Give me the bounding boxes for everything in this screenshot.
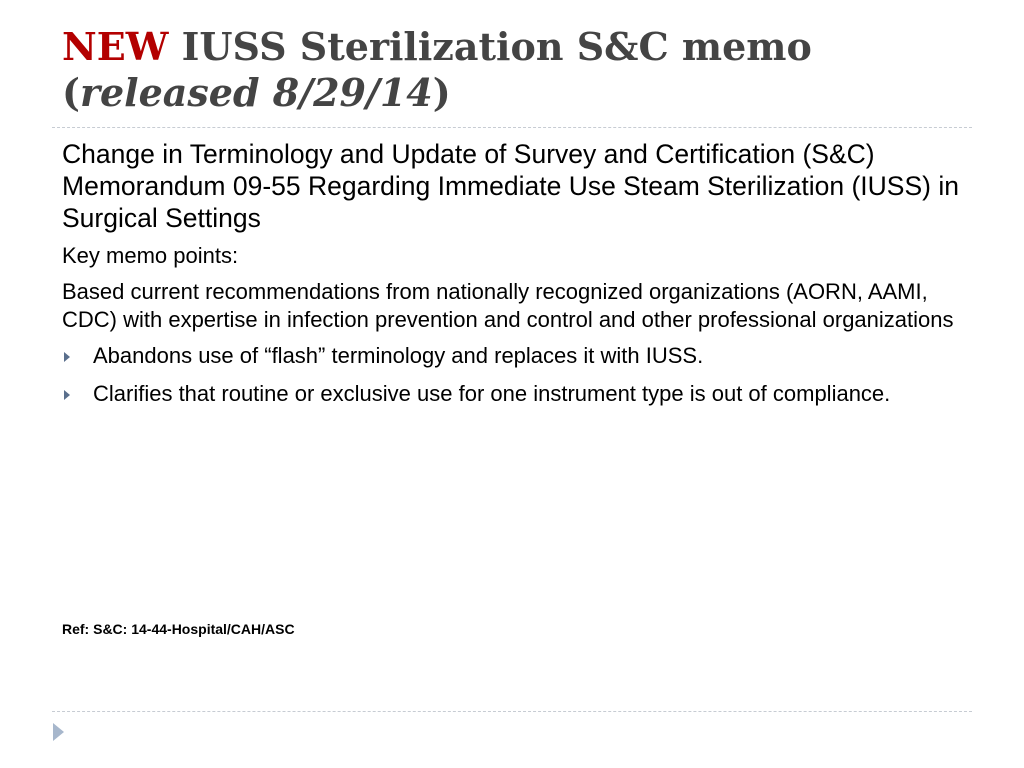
- title-close-paren: ): [432, 70, 451, 115]
- triangle-bullet-icon: [64, 390, 70, 400]
- slide-title: [62, 24, 982, 116]
- memo-basis: Based current recommendations from nationally recognized organizations (AORN, AAMI, CDC) with expertise in infection prevention and control and other professional organizations: [62, 279, 954, 332]
- memo-bullet-list: [62, 342, 962, 408]
- bullet-text: Abandons use of “flash” terminology and replaces it with IUSS.: [93, 343, 704, 368]
- title-new-label: NEW: [62, 24, 169, 69]
- footer-arrow-icon: [53, 723, 64, 741]
- slide-content: [62, 138, 962, 418]
- footer-divider: [52, 711, 972, 712]
- bullet-item: [62, 380, 962, 408]
- title-release-date: released 8/29/14: [79, 70, 433, 115]
- title-divider: [52, 127, 972, 128]
- key-points-label: Key memo points:: [62, 243, 239, 268]
- title-main: IUSS Sterilization S&C memo: [181, 24, 812, 69]
- memo-heading: Change in Terminology and Update of Survey and Certification (S&C) Memorandum 09-55 Regarding Immediate Use Steam Sterilization (IUSS) in Surgical Settings: [62, 139, 959, 233]
- title-open-paren: (: [62, 70, 80, 115]
- bullet-text: Clarifies that routine or exclusive use for one instrument type is out of compliance.: [93, 381, 891, 406]
- reference-note: Ref: S&C: 14-44-Hospital/CAH/ASC: [62, 621, 295, 637]
- triangle-bullet-icon: [64, 352, 70, 362]
- bullet-item: [62, 342, 962, 370]
